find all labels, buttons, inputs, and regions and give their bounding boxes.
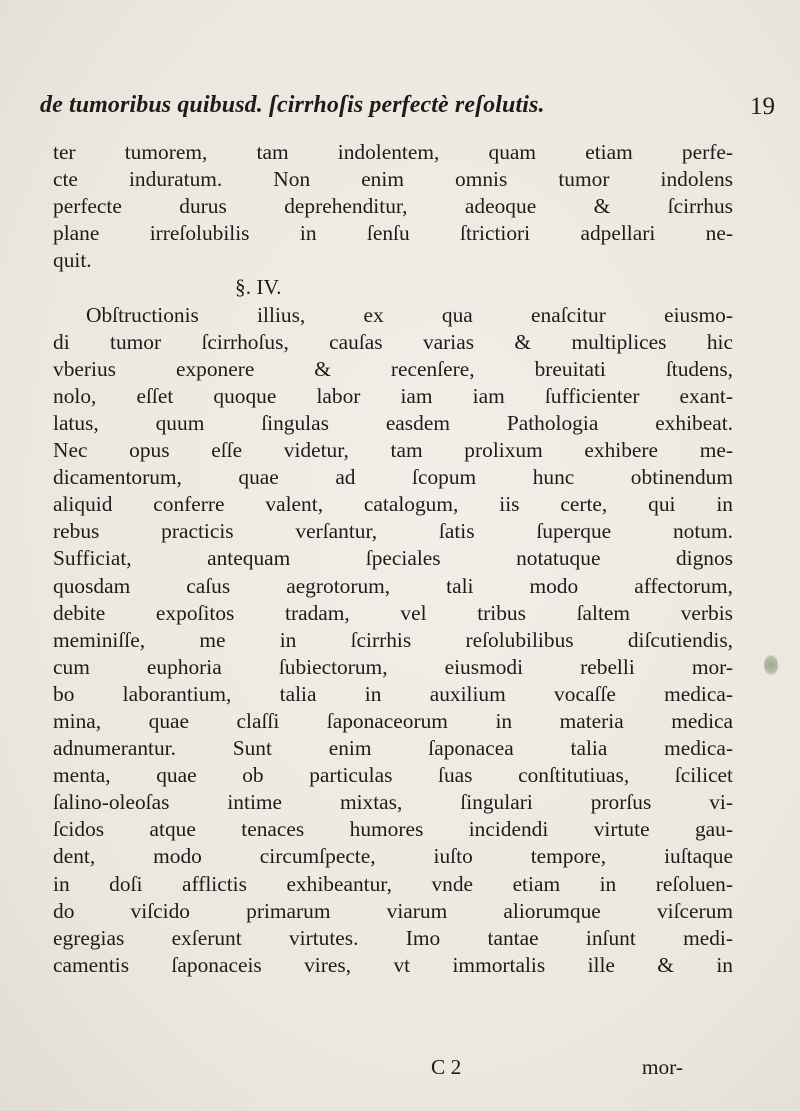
ink-stain [764,655,778,675]
text-line: ſalino-oleoſas intime mixtas, ſingulari prorſus vi- [53,790,733,815]
text-line: perfecte durus deprehenditur, adeoque & ſcirrhus [53,194,733,219]
text-line: plane irreſolubilis in ſenſu ſtrictiori adpellari ne- [53,221,733,246]
text-line: dicamentorum, quae ad ſcopum hunc obtinendum [53,465,733,490]
text-line: quit. [53,248,92,273]
text-line: quosdam caſus aegrotorum, tali modo affectorum, [53,573,733,598]
text-line: vberius exponere & recenſere, breuitati ſtudens, [53,356,733,381]
body-text [53,139,733,979]
text-line: cum euphoria ſubiectorum, eiusmodi rebelli mor- [53,654,733,679]
text-line: Nec opus eſſe videtur, tam prolixum exhibere me- [53,438,733,463]
text-line: camentis ſaponaceis vires, vt immortalis ille & in [53,952,733,977]
text-line: in doſi afflictis exhibeantur, vnde etiam in reſoluen- [53,871,733,896]
text-line: Sufficiat, antequam ſpeciales notatuque dignos [53,546,733,571]
section-heading: §. IV. [235,275,282,300]
text-line: do viſcido primarum viarum aliorumque viſcerum [53,898,733,923]
text-line: egregias exſerunt virtutes. Imo tantae inſunt medi- [53,925,733,950]
text-line: latus, quum ſingulas easdem Pathologia exhibeat. [53,410,733,435]
text-line: bo laborantium, talia in auxilium vocaſſe medica- [53,681,733,706]
text-line: rebus practicis verſantur, ſatis ſuperque notum. [53,519,733,544]
text-line: menta, quae ob particulas ſuas conſtitutiuas, ſcilicet [53,763,733,788]
text-line: meminiſſe, me in ſcirrhis reſolubilibus diſcutiendis, [53,627,733,652]
text-line: mina, quae claſſi ſaponaceorum in materia medica [53,708,733,733]
running-title: de tumoribus quibusd. ſcirrhoſis perfectè reſolutis. [40,92,545,118]
page-number: 19 [750,93,775,120]
text-line: nolo, eſſet quoque labor iam iam ſufficienter exant- [53,383,733,408]
text-line: aliquid conferre valent, catalogum, iis certe, qui in [53,492,733,517]
signature-mark: C 2 [431,1055,462,1079]
text-line: ſcidos atque tenaces humores incidendi virtute gau- [53,817,733,842]
text-line: debite expoſitos tradam, vel tribus ſaltem verbis [53,600,733,625]
text-line: Obſtructionis illius, ex qua enaſcitur eiusmo- [86,302,733,327]
page-header [40,92,775,132]
catchword: mor- [641,1055,683,1079]
text-line: adnumerantur. Sunt enim ſaponacea talia medica- [53,736,733,761]
text-line: di tumor ſcirrhoſus, cauſas varias & multiplices hic [53,329,733,354]
text-line: ter tumorem, tam indolentem, quam etiam perfe- [53,140,733,164]
page-footer [53,1055,683,1083]
text-line: dent, modo circumſpecte, iuſto tempore, iuſtaque [53,844,733,869]
text-line: cte induratum. Non enim omnis tumor indolens [53,167,733,192]
